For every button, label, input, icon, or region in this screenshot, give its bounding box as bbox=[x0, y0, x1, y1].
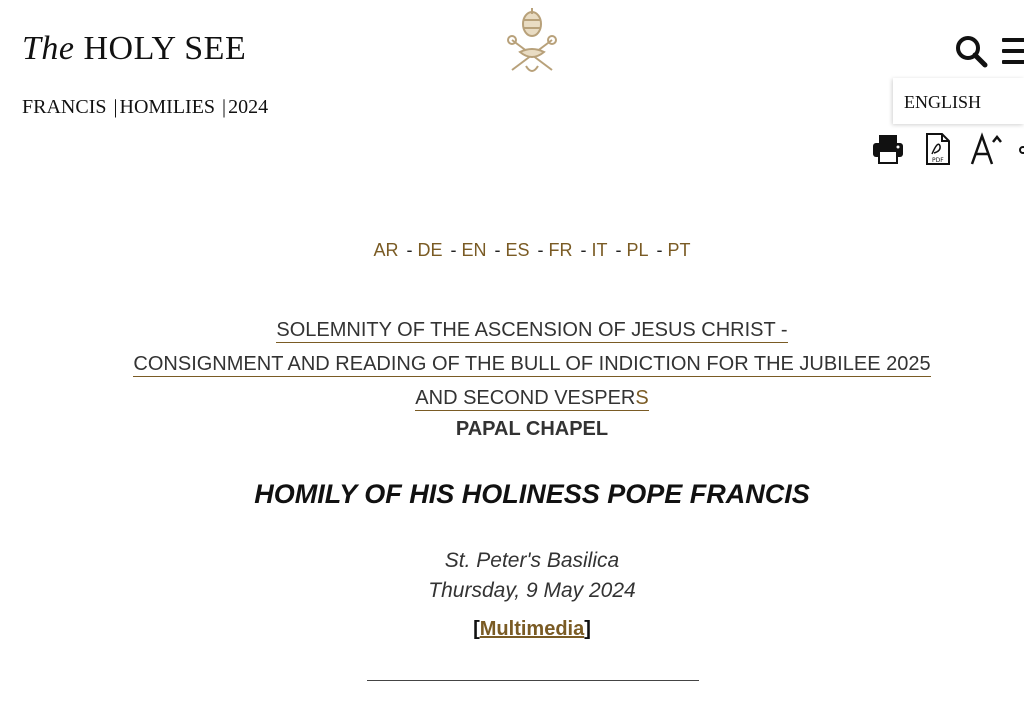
date: Thursday, 9 May 2024 bbox=[428, 579, 636, 602]
lang-link-it[interactable]: IT bbox=[591, 240, 608, 260]
multimedia-link[interactable]: Multimedia bbox=[479, 618, 585, 640]
title-line-3-text: AND SECOND VESPER bbox=[415, 387, 636, 409]
lang-link-en[interactable]: EN bbox=[461, 240, 487, 260]
breadcrumb bbox=[22, 96, 268, 119]
lang-link-fr[interactable]: FR bbox=[548, 240, 573, 260]
breadcrumb-item-francis[interactable]: FRANCIS bbox=[22, 96, 107, 118]
lang-separator: - bbox=[656, 240, 663, 260]
lang-link-ar[interactable]: AR bbox=[373, 240, 399, 260]
homily-title: HOMILY OF HIS HOLINESS POPE FRANCIS bbox=[254, 479, 810, 509]
lang-separator: - bbox=[580, 240, 587, 260]
language-selector[interactable] bbox=[893, 78, 1024, 124]
divider bbox=[367, 680, 699, 681]
share-icon[interactable] bbox=[1016, 140, 1024, 160]
lang-separator: - bbox=[450, 240, 457, 260]
lang-separator: - bbox=[494, 240, 501, 260]
multimedia-section bbox=[0, 618, 1024, 641]
pdf-icon[interactable] bbox=[921, 132, 955, 166]
papal-crest-icon[interactable] bbox=[502, 6, 562, 78]
title-line-1: SOLEMNITY OF THE ASCENSION OF JESUS CHRIST - bbox=[276, 319, 788, 341]
site-title-main: HOLY SEE bbox=[83, 30, 247, 67]
title-line-3-last-letter: S bbox=[635, 387, 649, 409]
hamburger-menu-icon[interactable] bbox=[1002, 36, 1024, 66]
lang-link-de[interactable]: DE bbox=[417, 240, 443, 260]
breadcrumb-separator: | bbox=[113, 96, 118, 118]
lang-link-es[interactable]: ES bbox=[505, 240, 530, 260]
document-title bbox=[0, 315, 1024, 417]
bracket-close: ] bbox=[584, 618, 591, 640]
breadcrumb-separator: | bbox=[222, 96, 227, 118]
place: St. Peter's Basilica bbox=[444, 549, 620, 572]
title-line-3 bbox=[415, 386, 648, 411]
site-title-italic: The bbox=[22, 30, 75, 67]
lang-separator: - bbox=[537, 240, 544, 260]
lang-separator: - bbox=[406, 240, 413, 260]
site-title[interactable] bbox=[22, 30, 246, 68]
lang-link-pl[interactable]: PL bbox=[626, 240, 649, 260]
breadcrumb-item-2024[interactable]: 2024 bbox=[228, 96, 269, 118]
breadcrumb-item-homilies[interactable]: HOMILIES bbox=[119, 96, 216, 118]
search-icon[interactable] bbox=[954, 34, 988, 68]
svg-text:PDF: PDF bbox=[932, 157, 944, 164]
place-date bbox=[0, 546, 1024, 606]
language-links bbox=[0, 240, 1024, 261]
font-size-icon[interactable] bbox=[969, 132, 1003, 166]
lang-separator: - bbox=[615, 240, 622, 260]
lang-link-pt[interactable]: PT bbox=[667, 240, 691, 260]
bracket-open: [ bbox=[473, 618, 480, 640]
printer-icon[interactable] bbox=[871, 132, 905, 166]
language-selector-label: ENGLISH bbox=[904, 92, 981, 112]
title-line-2: CONSIGNMENT AND READING OF THE BULL OF INDICTION FOR THE JUBILEE 2025 bbox=[133, 353, 931, 375]
chapel-label: PAPAL CHAPEL bbox=[455, 418, 609, 440]
